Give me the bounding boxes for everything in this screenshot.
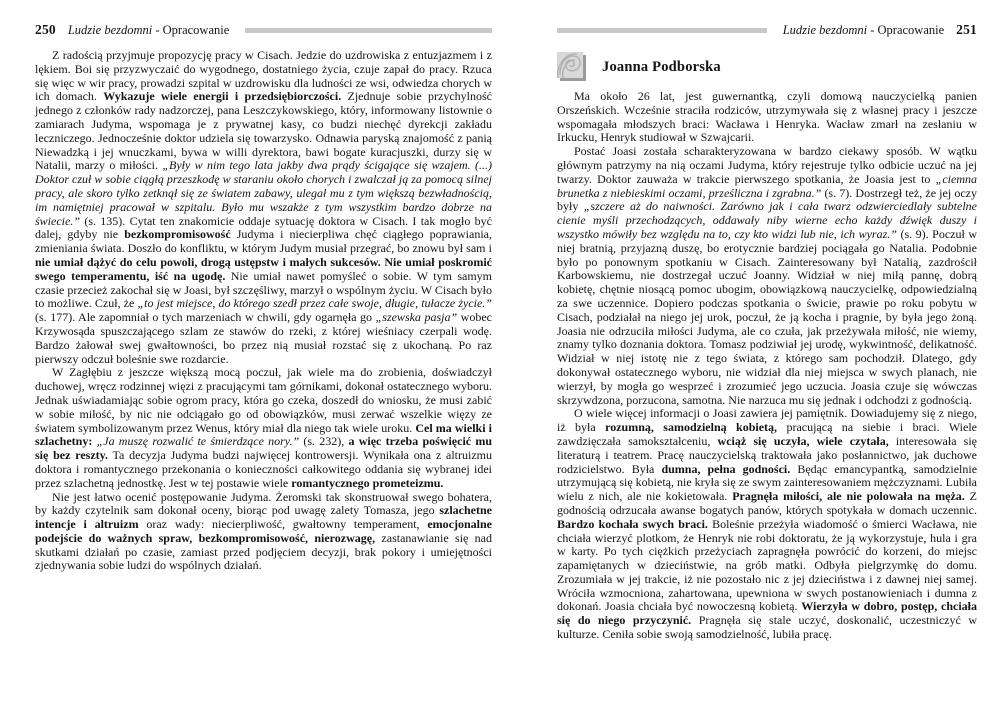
paragraph: Z radością przyjmuje propozycję pracy w Cisach. Jedzie do uzdrowiska z entuzjazmem i z lękiem. Boi się przyzwyczaić do wygodnego, dostatniego życia, czuje zapał do pracy. Rzuca się więc w wir pracy, prowadzi szpital w uzdrowisku dla ludności ze wsi, odwiedza chorych w ich domach. Wykazuje wiele energii i przedsiębiorczości. Zjednuje sobie przychylność jednego z członków rady nadzorczej, pana Leszczykowskiego, który, informowany listownie o zamiarach Judyma, wspomaga je z prywatnej kasy, co budzi niechęć dyrekcji zakładu leczniczego. Jednocześnie doktor udziela się towarzysko. Odnawia paryską znajomość z panią Niewadzką i jej wnuczkami, bywa w willi dyrektora, bawi bogate kuracjuszki, durzy się w Natalii, marzy o miłości. „Były w nim tego lata jakby dwa prądy ścigające się wzajem. (...) Doktor czuł w sobie ciągłą przeszkodę w staraniu około chorych i zwalczał ją za pomocą silnej pracy, ale skoro tylko zetknął się ze światem zabawy, ulegał mu z tym większą bezwładnością, im namiętniej pracował w szpitalu. Było mu wszakże z tym wszystkim bardzo dobrze na świecie.” (s. 135). Cytat ten znakomicie oddaje sytuację doktora w Cisach. I tak mogło być dalej, gdyby nie bezkompromisowość Judyma i niecierpliwa chęć ciągłego poprawiania, zmieniania świata. Doszło do konfliktu, w którym Judym musiał przegrać, bo znowu był sam i nie umiał dążyć do celu powoli, drogą ustępstw i małych sukcesów. Nie umiał poskromić swego temperamentu, iść na ugodę. Nie umiał nawet pomyśleć o sobie. W tym samym czasie przecież zakochał się w Joasi, był szczęśliwy, marzył o wspólnym życiu. W Cisach było to możliwe. Czuł, że „to jest miejsce, do którego szedł przez całe swoje, długie, tułacze życie.” (s. 177). Ale zapomniał o tych marzeniach w chwili, gdy ogarnęła go „szewska pasja” wobec Krzywosąda spuszczającego szlam ze stawów do rzeki, z której wieśniacy czerpali wodę. Bardzo żałował swej gwałtowności, bo przez nią musiał rozstać się z ukochaną. Po raz pierwszy odczuł boleśnie swe rozdarcie. [35,48,492,366]
page-right [500,0,1000,712]
spiral-ornament-icon [557,52,587,82]
page-number-left: 250 [35,22,56,37]
header-rule-left [245,28,492,33]
running-head-right [557,22,977,38]
page-number-right: 251 [956,22,977,37]
text-column-left [35,49,492,573]
paragraph: W Zagłębiu z jeszcze większą mocą poczuł, jak wiele ma do zrobienia, doświadczył duchowej, wręcz rodzinnej więzi z pracującymi tam górnikami, dokonał ostatecznego wyboru. Jednak uświadamiając sobie ogrom pracy, która go czeka, doszedł do wniosku, że musi zabić w sobie miłość, by nic nie odciągało go od obowiązków, musi zerwać wszelkie więzy ze światem symbolizowanym przez Wenus, który miał dla niego tak wiele uroku. Cel ma wielki i szlachetny: „Ja muszę rozwalić te śmierdzące nory.” (s. 232), a więc trzeba poświęcić mu się bez reszty. Ta decyzja Judyma budzi najwięcej kontrowersji. Wynikała ona z altruizmu doktora i romantycznego przekonania o konieczności całkowitego oddania się wybranej idei przez szlachetną jednostkę. Jest w tej postawie wiele romantycznego prometeizmu. [35,365,492,490]
header-rule-right [557,28,767,33]
section-heading [557,52,721,82]
section-title: Joanna Podborska [602,58,721,75]
running-title-right: Ludzie bezdomni - Opracowanie [782,22,945,37]
running-head-left [35,22,492,38]
paragraph: Postać Joasi została scharakteryzowana w bardzo ciekawy sposób. W wątku głównym patrzymy na nią oczami Judyma, który rejestruje tylko odbicie uczuć na jej twarzy. Doktor zauważa w trakcie pierwszego spotkania, że Joasia jest to „ciemna brunetka z niebieskimi oczami, prześliczna i zgrabna.” (s. 7). Dostrzegł też, że jej oczy były „szczere aż do naiwności. Zarówno jak i cała twarz odzwierciedlały subtelne cienie myśli przechodzących, oddawały niby wierne echo każdy dźwięk duszy i wszystko mówiły bez względu na to, czy kto widzi lub nie, ich wyraz.” (s. 9). Poczuł w niej bratnią, przyjazną duszę, bo erotycznie bardziej pociągała go Natalia. Podobnie było po ponownym spotkaniu w Cisach. Zainteresowany był Natalią, zazdrościł Karbowskiemu, nie dostrzegał uczuć Joanny. Widział w niej miłą pannę, dobrą kobietę, chętnie niosącą pomoc ubogim, obowiązkową nauczycielkę, odpowiedzialną za swe uczennice. Dopiero podczas spotkania o świcie, prawie po roku pobytu w Cisach, podziałał na niego jej urok, poczuł, że ją kocha i pragnie, by była jego żoną. Joasia nie odrzuciła miłości Judyma, ale co czuła, jak przeżywała miłość, nie wiemy, znamy tylko doznania doktora. Tomasz podziwiał jej urodę, wykwintność, delikatność. Widział w niej istotę nie z tego świata, z którego sam pochodził. Dlatego, gdy dokonywał ostatecznego wyboru, nie widział dla niej miejsca w swych planach, nie wierzył, by mogła go wesprzeć i zrozumieć jego uczucia. Joasia czuje się wówczas skrzywdzona, porzucona, samotna. Nie narzuca mu się jednak i odchodzi z godnością. [557,144,977,407]
running-title-left: Ludzie bezdomni - Opracowanie [67,22,230,37]
paragraph: Nie jest łatwo ocenić postępowanie Judyma. Żeromski tak skonstruował swego bohatera, by każdy czytelnik sam dokonał oceny, biorąc pod uwagę zalety Tomasza, jego szlachetne intencje i altruizm oraz wady: niecierpliwość, gwałtowny temperament, emocjonalne podejście do ważnych spraw, bezkompromisowość, nierozwagę, zastanawianie się nad skutkami działań po czasie, zamiast przed podjęciem decyzji, brak pokory i umiejętności zjednywania sobie ludzi do wspólnych działań. [35,489,492,573]
text-column-right [557,90,977,642]
paragraph: Ma około 26 lat, jest guwernantką, czyli domową nauczycielką panien Orszeńskich. Wcześnie straciła rodziców, utrzymywała się z własnej pracy i jeszcze wspomagała młodszych braci: Wacława i Henryka. Wacław zmarł na zesłaniu w Irkucku, Henryk studiował w Szwajcarii. [557,89,977,145]
paragraph: O wiele więcej informacji o Joasi zawiera jej pamiętnik. Dowiadujemy się z niego, iż była rozumną, samodzielną kobietą, pracującą na siebie i braci. Wiele zawdzięczała samokształceniu, wciąż się uczyła, wiele czytała, interesowała się literaturą i teatrem. Pracę nauczycielską traktowała jako posłannictwo, jak duchowe rodzicielstwo. Była dumna, pełna godności. Będąc emancypantką, samodzielnie utrzymującą się kobietą, nie kryła się ze swym zainteresowaniem mężczyznami. Lubiła wielu z nich, ale nie kokietowała. Pragnęła miłości, ale nie polowała na męża. Z godnością odrzucała awanse bogatych panów, których spotykała w domach uczennic. Bardzo kochała swych braci. Boleśnie przeżyła wiadomość o śmierci Wacława, nie chciała wierzyć plotkom, że Henryk nie robi doktoratu, że ją wykorzystuje, hula i gra w karty. Po tych ciężkich przeżyciach zapragnęła powrócić do korzeni, do miejsc zapamiętanych w dzieciństwie, na grób matki. Odbyła pielgrzymkę do domu. Zrozumiała w jej trakcie, iż nie pozostało nic z jej dzieciństwa i z dawnej niej samej. Wróciła wzmocniona, zahartowana, upewniona w swych postanowieniach i dumna z dokonań. Joasia chciała być nowoczesną kobietą. Wierzyła w dobro, postęp, chciała się do niego przyczynić. Pragnęła się stale uczyć, doskonalić, uczestniczyć w kulturze. Ceniła sobie swoją samodzielność, lubiła pracę. [557,406,978,642]
